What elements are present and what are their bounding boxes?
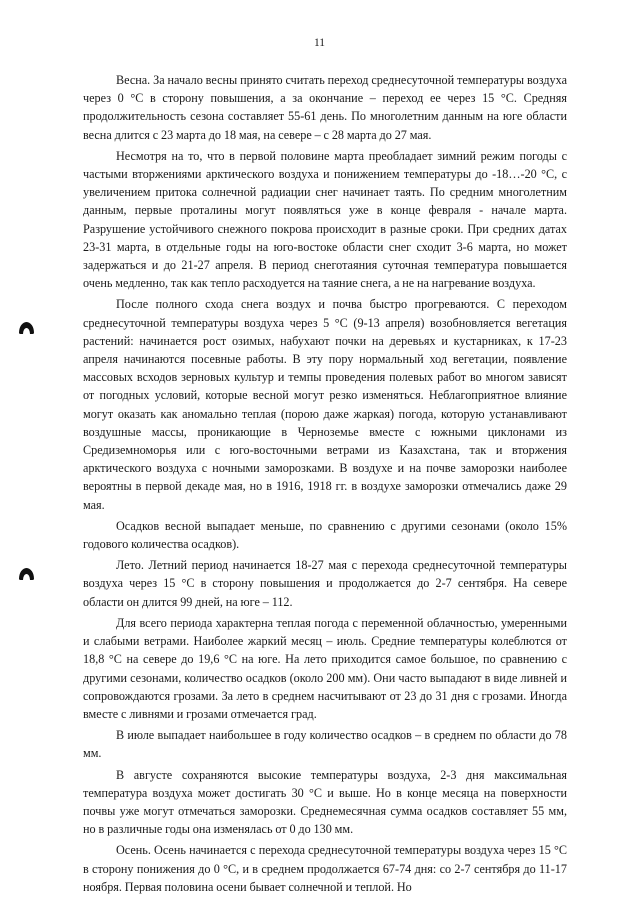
page-number: 11 xyxy=(313,37,326,49)
paragraph-vegetation: После полного схода снега воздух и почва быстро прогреваются. С переходом среднесуточной температуры воздуха через 5 °C (9-13 апреля) возобновляется вегетация растений: начинается рост озимых, набухают почки на деревьях и кустарниках, к 17-23 апреля начинаются посевные работы. В эту пору нормальный ход вегетации, появление массовых всходов зерновых культур и темпы проведения полевых работ во многом зависят от погодных условий, которые весной могут резко изменяться. Неблагоприятное влияние могут оказать как аномально теплая (порою даже жаркая) погода, которую устанавливают воздушные массы, проникающие в Черноземье вместе с южными циклонами из Средиземноморья или с юго-восточными ветрами из Казахстана, так и вторжения арктического воздуха с ночными заморозками. В воздухе и на почве заморозки наиболее вероятны в первой декаде мая, но в 1916, 1918 гг. в воздухе заморозки отмечались даже 29 мая. xyxy=(83,297,567,512)
paragraph-summer-weather: Для всего периода характерна теплая погода с переменной облачностью, умеренными и слабыми ветрами. Наиболее жаркий месяц – июль. Средние температуры колеблются от 18,8 °C на севере до 19,6 °C на юге. На лето приходится самое большое, по сравнению с другими сезонами, количество осадков (около 200 мм). Они часто выпадают в виде ливней и сопровождаются грозами. За лето в среднем насчитывают от 23 до 31 дня с грозами. Иногда вместе с ливнями и грозами отмечается град. xyxy=(83,615,567,721)
paragraph-spring-precipitation: Осадков весной выпадает меньше, по сравнению с другими сезонами (около 15% годового количества осадков). xyxy=(83,518,567,552)
paragraph-july: В июле выпадает наибольшее в году количество осадков – в среднем по области до 78 мм. xyxy=(83,728,567,761)
paragraph-august: В августе сохраняются высокие температуры воздуха, 2-3 дня максимальная температура воздуха может достигать 30 °C и выше. Но в конце месяца на поверхности почвы уже могут отмечаться заморозки. Среднемесячная сумма осадков составляет 55 мм, но в различные годы она изменялась от 0 до 130 мм. xyxy=(83,767,567,837)
paragraph-spring-intro: Весна. За начало весны принято считать переход среднесуточной температуры воздуха через 0 °C в сторону повышения, а за окончание – переход ее через 15 °C. Средняя продолжительность сезона составляет 55-61 день. По многолетним данным на юге области весна длится с 23 марта до 18 мая, на севере – с 28 марта до 27 мая. xyxy=(83,73,567,142)
punch-hole-mark xyxy=(19,322,34,334)
paragraph-autumn-intro: Осень. Осень начинается с перехода среднесуточной температуры воздуха через 15 °C в сторону понижения до 0 °C, и в среднем продолжается 67-74 дня: со 2-7 сентября до 11-17 ноября. Первая половина осени бывает солнечной и теплой. Но xyxy=(83,843,567,894)
punch-hole-mark xyxy=(19,568,34,580)
paragraph-summer-intro: Лето. Летний период начинается 18-27 мая с перехода среднесуточной температуры воздуха через 15 °C в сторону повышения и продолжается до 2-7 сентября. На севере области он длится 99 дней, на юге – 112. xyxy=(83,558,567,609)
document-body xyxy=(83,71,567,899)
paragraph-march-weather: Несмотря на то, что в первой половине марта преобладает зимний режим погоды с частыми вторжениями арктического воздуха и понижением температуры до -18…-20 °C, с увеличением притока солнечной радиации снег начинает таять. По средним многолетним данным, первые проталины могут появляться уже в конце февраля - начале марта. Разрушение устойчивого снежного покрова происходит в разные сроки. При средних датах 23-31 марта, в отдельные годы на юго-востоке области снег сходит 3-6 марта, но может задержаться и до 21-27 апреля. В период снеготаяния суточная температура повышается очень медленно, так как тепло расходуется на таяние снега, а не на нагревание воздуха. xyxy=(83,148,567,291)
